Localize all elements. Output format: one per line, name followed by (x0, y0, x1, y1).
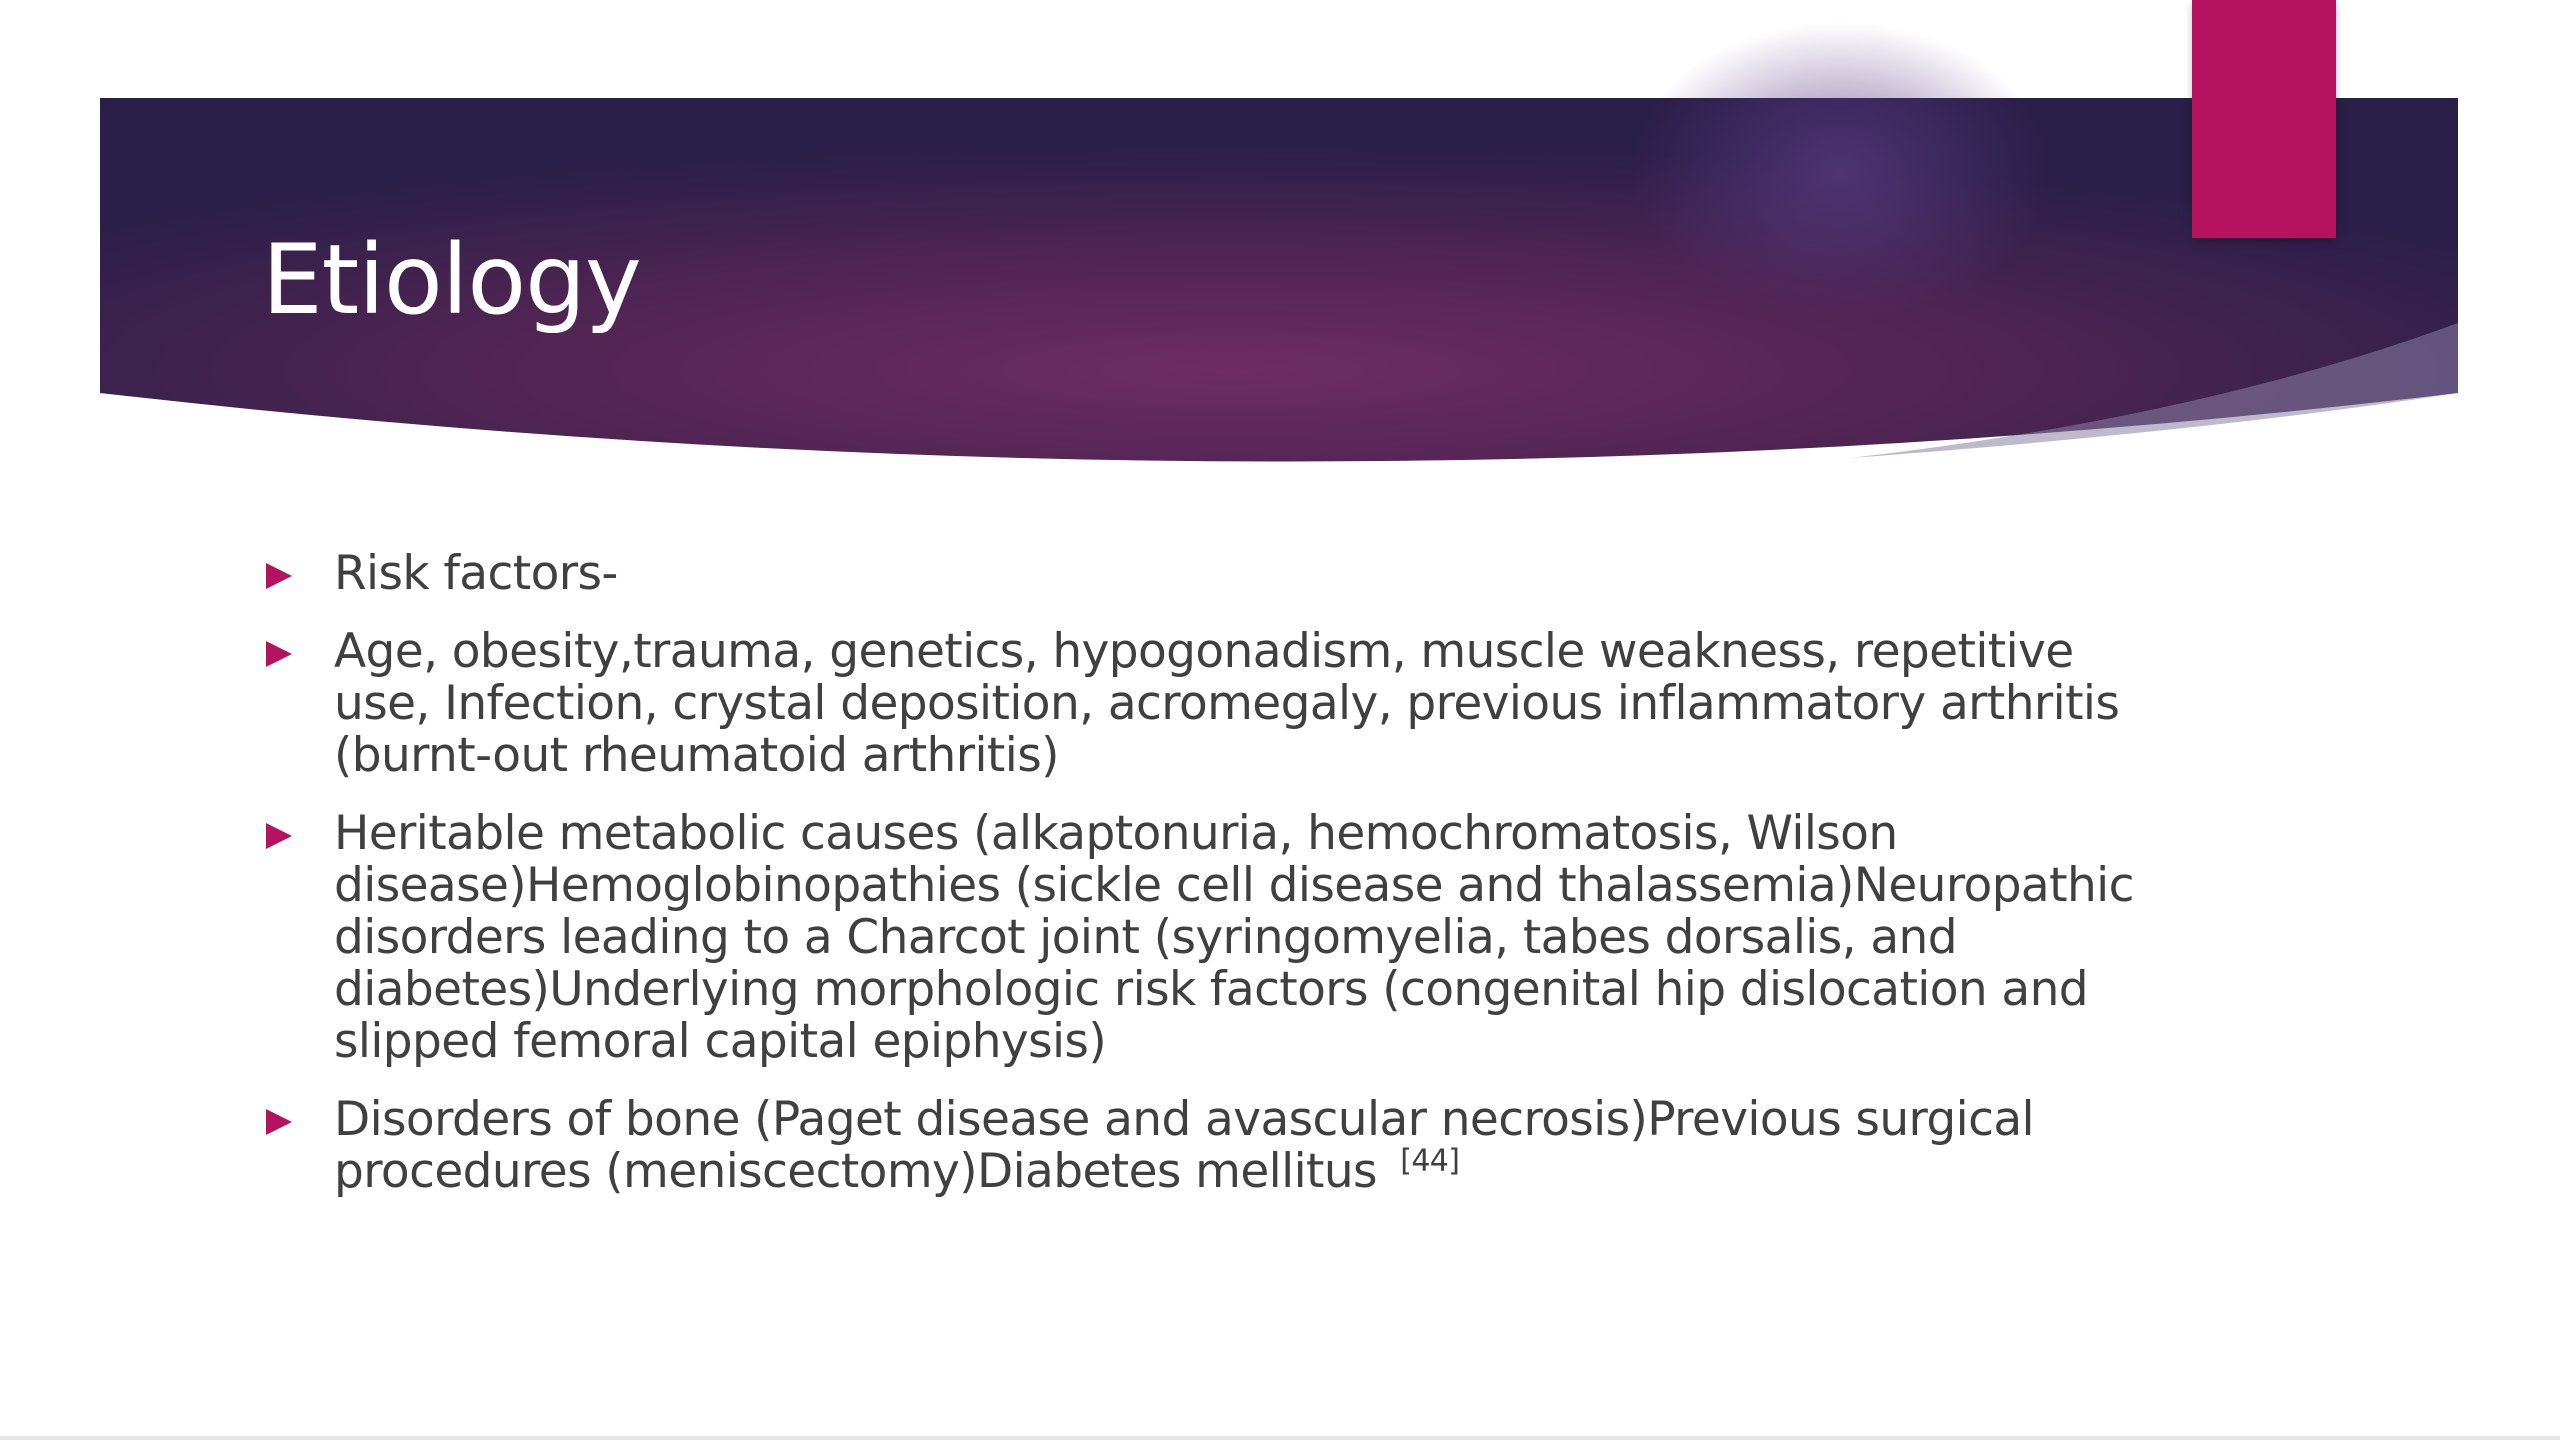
list-item (262, 626, 2142, 782)
bullet-text: Risk factors- (334, 546, 618, 601)
accent-tab (2192, 0, 2336, 238)
bullet-text: Disorders of bone (Paget disease and avascular necrosis)Previous surgical procedures (meniscectomy)Diabetes mellitus (334, 1092, 2034, 1199)
citation-marker: [44] (1391, 1143, 1460, 1179)
bottom-border (0, 1436, 2560, 1440)
slide-title: Etiology (262, 224, 641, 336)
bullet-text: Heritable metabolic causes (alkaptonuria, hemochromatosis, Wilson disease)Hemoglobinopathies (sickle cell disease and thalassemia)Neuropathic disorders leading to a Charcot joint (syringomyelia, tabes dorsalis, and diabetes)Underlying morphologic risk factors (congenital hip dislocation and slipped femoral capital epiphysis) (334, 806, 2134, 1069)
triangle-right-icon (266, 1109, 292, 1135)
list-item (262, 808, 2142, 1068)
bullet-list (262, 548, 2142, 1224)
triangle-right-icon (266, 641, 292, 667)
triangle-right-icon (266, 823, 292, 849)
list-item (262, 548, 2142, 600)
triangle-right-icon (266, 563, 292, 589)
list-item (262, 1094, 2142, 1198)
bullet-text: Age, obesity,trauma, genetics, hypogonadism, muscle weakness, repetitive use, Infection, crystal deposition, acromegaly, previous inflammatory arthritis (burnt-out rheumatoid arthritis) (334, 624, 2120, 783)
